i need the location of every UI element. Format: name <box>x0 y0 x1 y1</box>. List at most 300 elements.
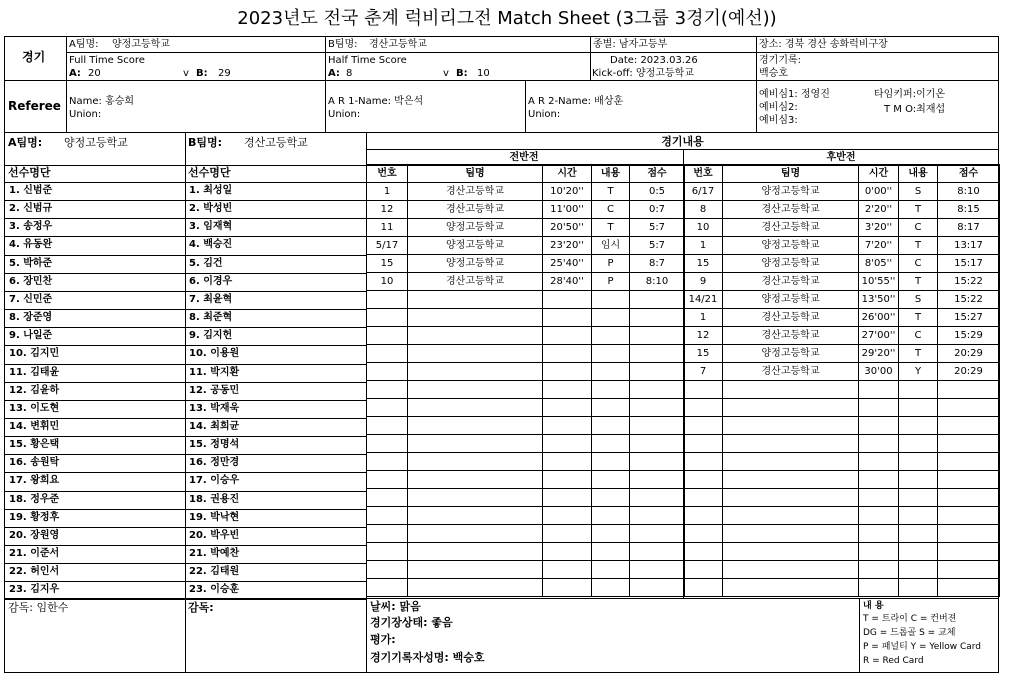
referee-name: Name: 홍승희 <box>69 96 135 107</box>
first-half-cell <box>408 309 543 327</box>
table-row <box>367 255 685 273</box>
table-row <box>684 183 1000 201</box>
first-half-cell: T <box>592 219 630 237</box>
second-half-cell: 15:17 <box>938 255 1000 273</box>
second-half-cell: T <box>899 201 938 219</box>
second-half-cell <box>723 399 859 417</box>
table-row <box>367 507 685 525</box>
second-half-header-cell: 점수 <box>938 165 1000 183</box>
first-half-cell: 양정고등학교 <box>408 255 543 273</box>
first-half-cell <box>592 345 630 363</box>
second-half-cell: 10 <box>684 219 723 237</box>
team-b-player-17: 17. 이승우 <box>189 475 240 487</box>
half-v: v <box>443 68 449 79</box>
first-half-cell <box>630 309 685 327</box>
player-row-line <box>4 527 366 528</box>
table-row <box>684 327 1000 345</box>
first-half-cell <box>630 489 685 507</box>
team-a-player-11: 11. 김태윤 <box>9 366 60 378</box>
first-half-cell: 경산고등학교 <box>408 201 543 219</box>
first-half-cell <box>592 435 630 453</box>
first-half-cell <box>408 363 543 381</box>
second-half-header-cell: 번호 <box>684 165 723 183</box>
match-label: 경기 <box>22 50 46 64</box>
first-half-cell: 8:10 <box>630 273 685 291</box>
first-half-cell <box>630 399 685 417</box>
full-time-label: Full Time Score <box>69 55 145 66</box>
team-b-player-2: 2. 박성빈 <box>189 203 233 215</box>
first-half-cell <box>592 507 630 525</box>
player-row-line <box>4 345 366 346</box>
first-half-cell: 11 <box>367 219 408 237</box>
rating: 평가: <box>370 633 396 646</box>
events-section-label: 경기내용 <box>661 135 704 148</box>
half-time-label: Half Time Score <box>328 55 407 66</box>
second-half-cell: 경산고등학교 <box>723 219 859 237</box>
second-half-cell: 경산고등학교 <box>723 273 859 291</box>
team-b-player-9: 9. 김지헌 <box>189 330 233 342</box>
first-half-cell: 12 <box>367 201 408 219</box>
full-v: v <box>183 68 189 79</box>
team-a-player-1: 1. 신범준 <box>9 185 53 196</box>
first-half-cell <box>408 417 543 435</box>
second-half-cell: 30'00 <box>859 363 899 381</box>
match-date: Date: 2023.03.26 <box>610 55 698 66</box>
second-half-cell: C <box>899 327 938 345</box>
first-half-cell <box>592 561 630 579</box>
second-half-cell <box>899 417 938 435</box>
venue: 장소: 경북 경산 송화럭비구장 <box>759 39 888 50</box>
first-half-cell <box>543 507 592 525</box>
second-half-cell: 3'20'' <box>859 219 899 237</box>
table-row <box>367 327 685 345</box>
player-row-line <box>4 454 366 455</box>
second-half-cell <box>723 381 859 399</box>
legend-title: 내 용 <box>863 601 884 611</box>
second-half-cell <box>723 507 859 525</box>
team-b-player-4: 4. 백승진 <box>189 239 233 251</box>
first-half-cell <box>543 561 592 579</box>
team-a-player-20: 20. 장원영 <box>9 529 60 541</box>
player-row-line <box>4 309 366 310</box>
second-half-header-cell: 시간 <box>859 165 899 183</box>
second-half-label: 후반전 <box>826 152 856 163</box>
first-half-cell: 28'40'' <box>543 273 592 291</box>
first-half-cell <box>543 435 592 453</box>
first-half-header-cell: 팀명 <box>408 165 543 183</box>
second-half-cell: 양정고등학교 <box>723 345 859 363</box>
ar1-union: Union: <box>328 109 361 120</box>
table-row <box>684 273 1000 291</box>
player-row-line <box>4 200 366 201</box>
first-half-cell <box>367 417 408 435</box>
second-half-cell: 경산고등학교 <box>723 363 859 381</box>
legend-item: R = Red Card <box>863 656 924 666</box>
second-half-cell <box>723 561 859 579</box>
team-b-player-3: 3. 임재혁 <box>189 221 233 233</box>
record-label: 경기기록: <box>759 55 802 66</box>
first-half-cell: 20'50'' <box>543 219 592 237</box>
second-half-events-table <box>683 164 1000 597</box>
second-half-cell: 15 <box>684 345 723 363</box>
team-b-name-2: 경산고등학교 <box>244 136 308 149</box>
second-half-cell: 10'55'' <box>859 273 899 291</box>
first-half-cell <box>630 471 685 489</box>
ar1-name: A R 1-Name: 박은석 <box>328 96 424 107</box>
second-half-cell <box>723 525 859 543</box>
second-half-cell: S <box>899 183 938 201</box>
player-row-line <box>4 491 366 492</box>
second-half-cell <box>684 507 723 525</box>
table-row <box>367 363 685 381</box>
first-half-cell <box>408 579 543 597</box>
first-half-cell <box>592 327 630 345</box>
player-row-line <box>4 400 366 401</box>
team-a-player-2: 2. 신범규 <box>9 203 53 215</box>
legend-item: DG = 드롭골 S = 교체 <box>863 628 956 638</box>
second-half-cell: 20:29 <box>938 363 1000 381</box>
table-row <box>684 201 1000 219</box>
first-half-cell: 경산고등학교 <box>408 273 543 291</box>
player-row-line <box>4 236 366 237</box>
full-score-b: 29 <box>218 68 231 79</box>
second-half-cell <box>684 543 723 561</box>
first-half-cell <box>592 525 630 543</box>
table-row <box>684 435 1000 453</box>
team-a-player-18: 18. 정우준 <box>9 493 60 505</box>
table-row <box>367 543 685 561</box>
second-half-cell <box>859 453 899 471</box>
half-score-a: 8 <box>346 68 353 79</box>
second-half-cell <box>859 399 899 417</box>
first-half-cell <box>367 291 408 309</box>
team-b-label: B팀명: <box>328 39 358 50</box>
second-half-cell <box>859 561 899 579</box>
second-half-cell <box>684 435 723 453</box>
second-half-cell: 8'05'' <box>859 255 899 273</box>
first-half-cell <box>408 345 543 363</box>
coach-b: 감독: <box>188 601 214 614</box>
team-a-player-3: 3. 송정우 <box>9 221 53 233</box>
second-half-cell <box>938 561 1000 579</box>
team-b-player-10: 10. 이용원 <box>189 348 240 360</box>
team-a-player-12: 12. 김윤하 <box>9 384 60 396</box>
team-a-player-5: 5. 박하준 <box>9 257 53 269</box>
second-half-cell: 27'00'' <box>859 327 899 345</box>
category: 종별: 남자고등부 <box>593 39 668 50</box>
weather: 날씨: 맑음 <box>370 600 421 613</box>
second-half-cell: C <box>899 255 938 273</box>
second-half-cell <box>859 543 899 561</box>
second-half-cell <box>938 381 1000 399</box>
record-writer: 경기기록자성명: 백승호 <box>370 651 485 664</box>
second-half-cell: 양정고등학교 <box>723 291 859 309</box>
second-half-cell <box>723 579 859 597</box>
table-row <box>367 201 685 219</box>
first-half-cell: 0:7 <box>630 201 685 219</box>
referee-union: Union: <box>69 109 102 120</box>
table-row <box>684 453 1000 471</box>
second-half-cell: 15:22 <box>938 291 1000 309</box>
ar2-name: A R 2-Name: 배상훈 <box>528 96 624 107</box>
first-half-cell <box>543 345 592 363</box>
first-half-cell <box>592 291 630 309</box>
first-half-cell <box>408 561 543 579</box>
first-half-cell <box>543 525 592 543</box>
table-row <box>367 489 685 507</box>
second-half-cell <box>684 381 723 399</box>
first-half-cell <box>630 453 685 471</box>
second-half-cell: 2'20'' <box>859 201 899 219</box>
team-b-label-2: B팀명: <box>188 136 223 149</box>
second-half-cell: 0'00'' <box>859 183 899 201</box>
second-half-cell <box>684 471 723 489</box>
second-half-cell <box>684 399 723 417</box>
table-row <box>684 309 1000 327</box>
table-row <box>367 219 685 237</box>
first-half-cell <box>408 471 543 489</box>
first-half-cell <box>630 525 685 543</box>
player-row-line <box>4 599 366 600</box>
player-row-line <box>4 436 366 437</box>
player-row-line <box>4 255 366 256</box>
second-half-cell <box>723 489 859 507</box>
team-b-player-12: 12. 공동민 <box>189 384 240 396</box>
first-half-cell <box>543 381 592 399</box>
first-half-cell <box>592 381 630 399</box>
player-row-line <box>4 327 366 328</box>
first-half-cell <box>630 435 685 453</box>
first-half-cell <box>543 543 592 561</box>
team-a-player-10: 10. 김지민 <box>9 348 60 360</box>
table-row <box>367 291 685 309</box>
second-half-cell <box>684 489 723 507</box>
team-b-player-1: 1. 최성일 <box>189 185 233 196</box>
player-row-line <box>4 291 366 292</box>
first-half-cell <box>408 435 543 453</box>
table-row <box>684 291 1000 309</box>
first-half-cell: 1 <box>367 183 408 201</box>
second-half-cell: 15:29 <box>938 327 1000 345</box>
table-row <box>684 399 1000 417</box>
team-a-player-13: 13. 이도현 <box>9 402 60 414</box>
first-half-cell <box>367 507 408 525</box>
first-half-cell <box>367 345 408 363</box>
second-half-cell: 경산고등학교 <box>723 201 859 219</box>
half-a-label: A: <box>328 68 340 79</box>
first-half-cell: 5/17 <box>367 237 408 255</box>
first-half-header-row <box>367 165 685 183</box>
second-half-cell: 13'50'' <box>859 291 899 309</box>
second-half-cell: T <box>899 345 938 363</box>
first-half-cell: 15 <box>367 255 408 273</box>
team-a-player-19: 19. 황정후 <box>9 511 60 523</box>
timekeeper: 타임키퍼:이기온 <box>874 89 945 100</box>
first-half-cell <box>408 453 543 471</box>
second-half-cell <box>684 453 723 471</box>
first-half-cell <box>408 327 543 345</box>
table-row <box>367 471 685 489</box>
first-half-header-cell: 시간 <box>543 165 592 183</box>
second-half-cell <box>859 489 899 507</box>
team-b-player-18: 18. 권용진 <box>189 493 240 505</box>
ar2-union: Union: <box>528 109 561 120</box>
full-a-label: A: <box>69 68 81 79</box>
first-half-cell <box>367 435 408 453</box>
first-half-cell <box>543 417 592 435</box>
table-row <box>684 219 1000 237</box>
recorder: 백승호 <box>759 68 788 79</box>
second-half-cell: 29'20'' <box>859 345 899 363</box>
first-half-cell: 10 <box>367 273 408 291</box>
first-half-cell: 10'20'' <box>543 183 592 201</box>
first-half-cell: 양정고등학교 <box>408 219 543 237</box>
first-half-cell: 양정고등학교 <box>408 237 543 255</box>
second-half-cell <box>899 381 938 399</box>
legend-item: T = 트라이 C = 컨버젼 <box>863 614 957 624</box>
second-half-cell: 20:29 <box>938 345 1000 363</box>
first-half-cell: 경산고등학교 <box>408 183 543 201</box>
table-row <box>684 363 1000 381</box>
second-half-cell <box>938 399 1000 417</box>
first-half-cell <box>367 309 408 327</box>
table-row <box>684 471 1000 489</box>
first-half-cell <box>367 561 408 579</box>
player-row-line <box>4 418 366 419</box>
first-half-cell: P <box>592 273 630 291</box>
first-half-cell <box>367 525 408 543</box>
second-half-cell <box>859 579 899 597</box>
second-half-cell: 양정고등학교 <box>723 183 859 201</box>
second-half-cell: 8:15 <box>938 201 1000 219</box>
first-half-cell <box>408 489 543 507</box>
table-row <box>367 183 685 201</box>
full-b-label: B: <box>196 68 208 79</box>
team-b-name: 경산고등학교 <box>369 39 427 50</box>
table-row <box>684 345 1000 363</box>
a-players-header: 선수명단 <box>8 166 51 179</box>
team-a-player-22: 22. 허인서 <box>9 566 60 578</box>
second-half-cell: 26'00'' <box>859 309 899 327</box>
table-row <box>684 507 1000 525</box>
first-half-cell <box>543 363 592 381</box>
second-half-cell <box>723 435 859 453</box>
team-a-player-8: 8. 장준영 <box>9 312 53 324</box>
first-half-cell <box>367 453 408 471</box>
reserve-referee-2: 예비심2: <box>759 102 798 113</box>
first-half-cell: 25'40'' <box>543 255 592 273</box>
table-row <box>684 543 1000 561</box>
team-b-player-15: 15. 정명석 <box>189 439 240 451</box>
first-half-cell <box>367 543 408 561</box>
first-half-cell: 23'20'' <box>543 237 592 255</box>
first-half-cell: 8:7 <box>630 255 685 273</box>
first-half-cell <box>367 471 408 489</box>
team-b-player-23: 23. 이승훈 <box>189 584 240 596</box>
team-b-player-21: 21. 박예찬 <box>189 548 240 559</box>
second-half-cell <box>899 435 938 453</box>
second-half-header-cell: 내용 <box>899 165 938 183</box>
first-half-cell <box>367 489 408 507</box>
first-half-cell <box>408 291 543 309</box>
first-half-cell <box>630 417 685 435</box>
second-half-cell <box>684 579 723 597</box>
second-half-cell <box>859 435 899 453</box>
second-half-cell <box>899 543 938 561</box>
first-half-cell <box>543 309 592 327</box>
first-half-cell <box>630 561 685 579</box>
table-row <box>684 579 1000 597</box>
table-row <box>367 309 685 327</box>
second-half-cell <box>859 381 899 399</box>
second-half-cell: 14/21 <box>684 291 723 309</box>
first-half-cell <box>592 453 630 471</box>
first-half-cell <box>408 525 543 543</box>
table-row <box>367 237 685 255</box>
team-b-player-8: 8. 최준혁 <box>189 312 233 324</box>
first-half-cell <box>630 579 685 597</box>
first-half-cell <box>408 399 543 417</box>
first-half-cell <box>592 309 630 327</box>
first-half-cell: T <box>592 183 630 201</box>
first-half-cell <box>630 543 685 561</box>
second-half-cell: 7'20'' <box>859 237 899 255</box>
second-half-cell: 6/17 <box>684 183 723 201</box>
team-a-player-6: 6. 장민찬 <box>9 275 53 287</box>
first-half-cell <box>592 363 630 381</box>
first-half-cell <box>543 291 592 309</box>
player-row-line <box>4 545 366 546</box>
second-half-cell: S <box>899 291 938 309</box>
second-half-cell <box>938 417 1000 435</box>
first-half-cell <box>630 291 685 309</box>
team-b-player-7: 7. 최윤혁 <box>189 293 233 305</box>
player-row-line <box>4 581 366 582</box>
player-row-line <box>4 273 366 274</box>
first-half-cell <box>367 381 408 399</box>
team-b-player-16: 16. 정만경 <box>189 457 240 469</box>
team-a-player-17: 17. 왕희요 <box>9 475 60 487</box>
second-half-cell: 15:27 <box>938 309 1000 327</box>
table-row <box>367 345 685 363</box>
second-half-cell <box>938 453 1000 471</box>
table-row <box>684 255 1000 273</box>
team-b-player-13: 13. 박재욱 <box>189 402 240 414</box>
second-half-cell: 8:17 <box>938 219 1000 237</box>
tmo: T M O:최재섭 <box>884 104 946 115</box>
first-half-cell <box>367 363 408 381</box>
second-half-cell <box>859 525 899 543</box>
coach-a: 감독: 임한수 <box>8 601 69 614</box>
first-half-cell <box>408 381 543 399</box>
first-half-cell <box>630 507 685 525</box>
table-row <box>367 525 685 543</box>
second-half-cell: C <box>899 219 938 237</box>
second-half-cell: 양정고등학교 <box>723 237 859 255</box>
table-row <box>684 489 1000 507</box>
second-half-cell <box>859 417 899 435</box>
first-half-cell <box>408 507 543 525</box>
first-half-cell: 0:5 <box>630 183 685 201</box>
second-half-cell <box>899 579 938 597</box>
second-half-cell <box>899 399 938 417</box>
second-half-cell: T <box>899 237 938 255</box>
first-half-cell: 5:7 <box>630 219 685 237</box>
second-half-cell: T <box>899 309 938 327</box>
second-half-header-cell: 팀명 <box>723 165 859 183</box>
second-half-cell: 8:10 <box>938 183 1000 201</box>
player-row-line <box>4 472 366 473</box>
